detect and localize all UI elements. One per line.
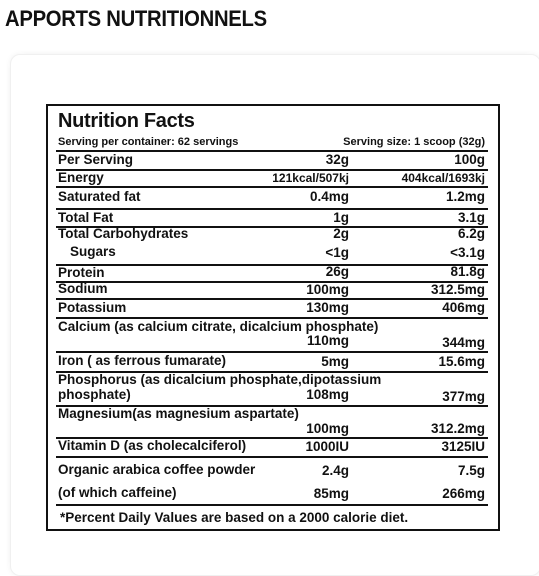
row-per100-value: 404kcal/1693kj: [401, 171, 485, 185]
row-per100-value: 7.5g: [457, 463, 485, 478]
row-serving-value: 26g: [325, 264, 349, 279]
row-name-protein: Protein: [58, 265, 105, 280]
row-name-sodium: Sodium: [58, 281, 108, 296]
divider: [56, 208, 488, 210]
row-per100-value: 3125IU: [441, 439, 485, 454]
row-serving-value: 130mg: [306, 300, 349, 315]
servings-per-container: Serving per container: 62 servings: [58, 136, 239, 148]
divider: [56, 456, 488, 458]
divider: [56, 281, 488, 283]
row-name-phosphorus-line2: phosphate): [58, 387, 131, 402]
divider: [56, 186, 488, 188]
row-name-potassium: Potassium: [58, 300, 127, 315]
row-serving-value: 2.4g: [321, 463, 349, 478]
row-serving-value: 85mg: [313, 486, 349, 501]
row-name-sugars: Sugars: [70, 244, 116, 259]
row-name-coffee-powder: Organic arabica coffee powder: [58, 462, 256, 477]
row-serving-value: 100mg: [306, 421, 349, 436]
row-per100-value: 406mg: [442, 300, 485, 315]
divider: [56, 264, 488, 266]
row-name-energy: Energy: [58, 170, 104, 185]
row-name-total-fat: Total Fat: [58, 210, 114, 225]
row-serving-value: 121kcal/507kj: [272, 171, 349, 185]
row-serving-value: 2g: [333, 226, 349, 241]
row-per100-value: 266mg: [442, 486, 485, 501]
row-per100-value: 3.1g: [457, 210, 485, 225]
row-serving-value: 1g: [333, 210, 349, 225]
row-per100-value: 344mg: [442, 335, 485, 350]
row-name-iron: Iron ( as ferrous fumarate): [58, 353, 227, 368]
row-serving-value: <1g: [325, 245, 349, 260]
row-name-total-carbohydrates: Total Carbohydrates: [58, 226, 189, 241]
row-per100-value: 312.2mg: [430, 421, 485, 436]
daily-values-footnote: *Percent Daily Values are based on a 2000 calorie diet.: [60, 510, 409, 525]
row-serving-value: 0.4mg: [309, 189, 349, 204]
row-serving-value: 100mg: [306, 282, 349, 297]
row-per100-value: 81.8g: [450, 264, 485, 279]
row-name-vitamin-d: Vitamin D (as cholecalciferol): [58, 438, 247, 453]
row-per100-value: 377mg: [442, 389, 485, 404]
row-serving-value: 32g: [325, 152, 349, 167]
divider: [56, 504, 488, 506]
serving-size: Serving size: 1 scoop (32g): [343, 136, 485, 148]
row-per100-value: 6.2g: [457, 226, 485, 241]
row-serving-value: 1000IU: [305, 439, 349, 454]
row-per100-value: 100g: [454, 152, 485, 167]
page-heading: APPORTS NUTRITIONNELS: [5, 6, 267, 31]
row-name-magnesium: Magnesium(as magnesium aspartate): [58, 406, 299, 421]
row-serving-value: 108mg: [306, 387, 349, 402]
row-per100-value: 312.5mg: [430, 282, 485, 297]
row-name-per-serving: Per Serving: [58, 152, 134, 167]
row-name-calcium: Calcium (as calcium citrate, dicalcium phosphate): [58, 319, 379, 334]
row-per100-value: 1.2mg: [445, 189, 485, 204]
row-per100-value: <3.1g: [450, 245, 485, 260]
row-serving-value: 110mg: [306, 333, 349, 348]
row-name-phosphorus: Phosphorus (as dicalcium phosphate,dipotassium: [58, 372, 382, 387]
row-name-caffeine: (of which caffeine): [58, 485, 177, 500]
row-name-saturated-fat: Saturated fat: [58, 189, 141, 204]
row-per100-value: 15.6mg: [438, 354, 485, 369]
row-serving-value: 5mg: [321, 354, 349, 369]
nutrition-facts-title: Nutrition Facts: [58, 110, 195, 132]
